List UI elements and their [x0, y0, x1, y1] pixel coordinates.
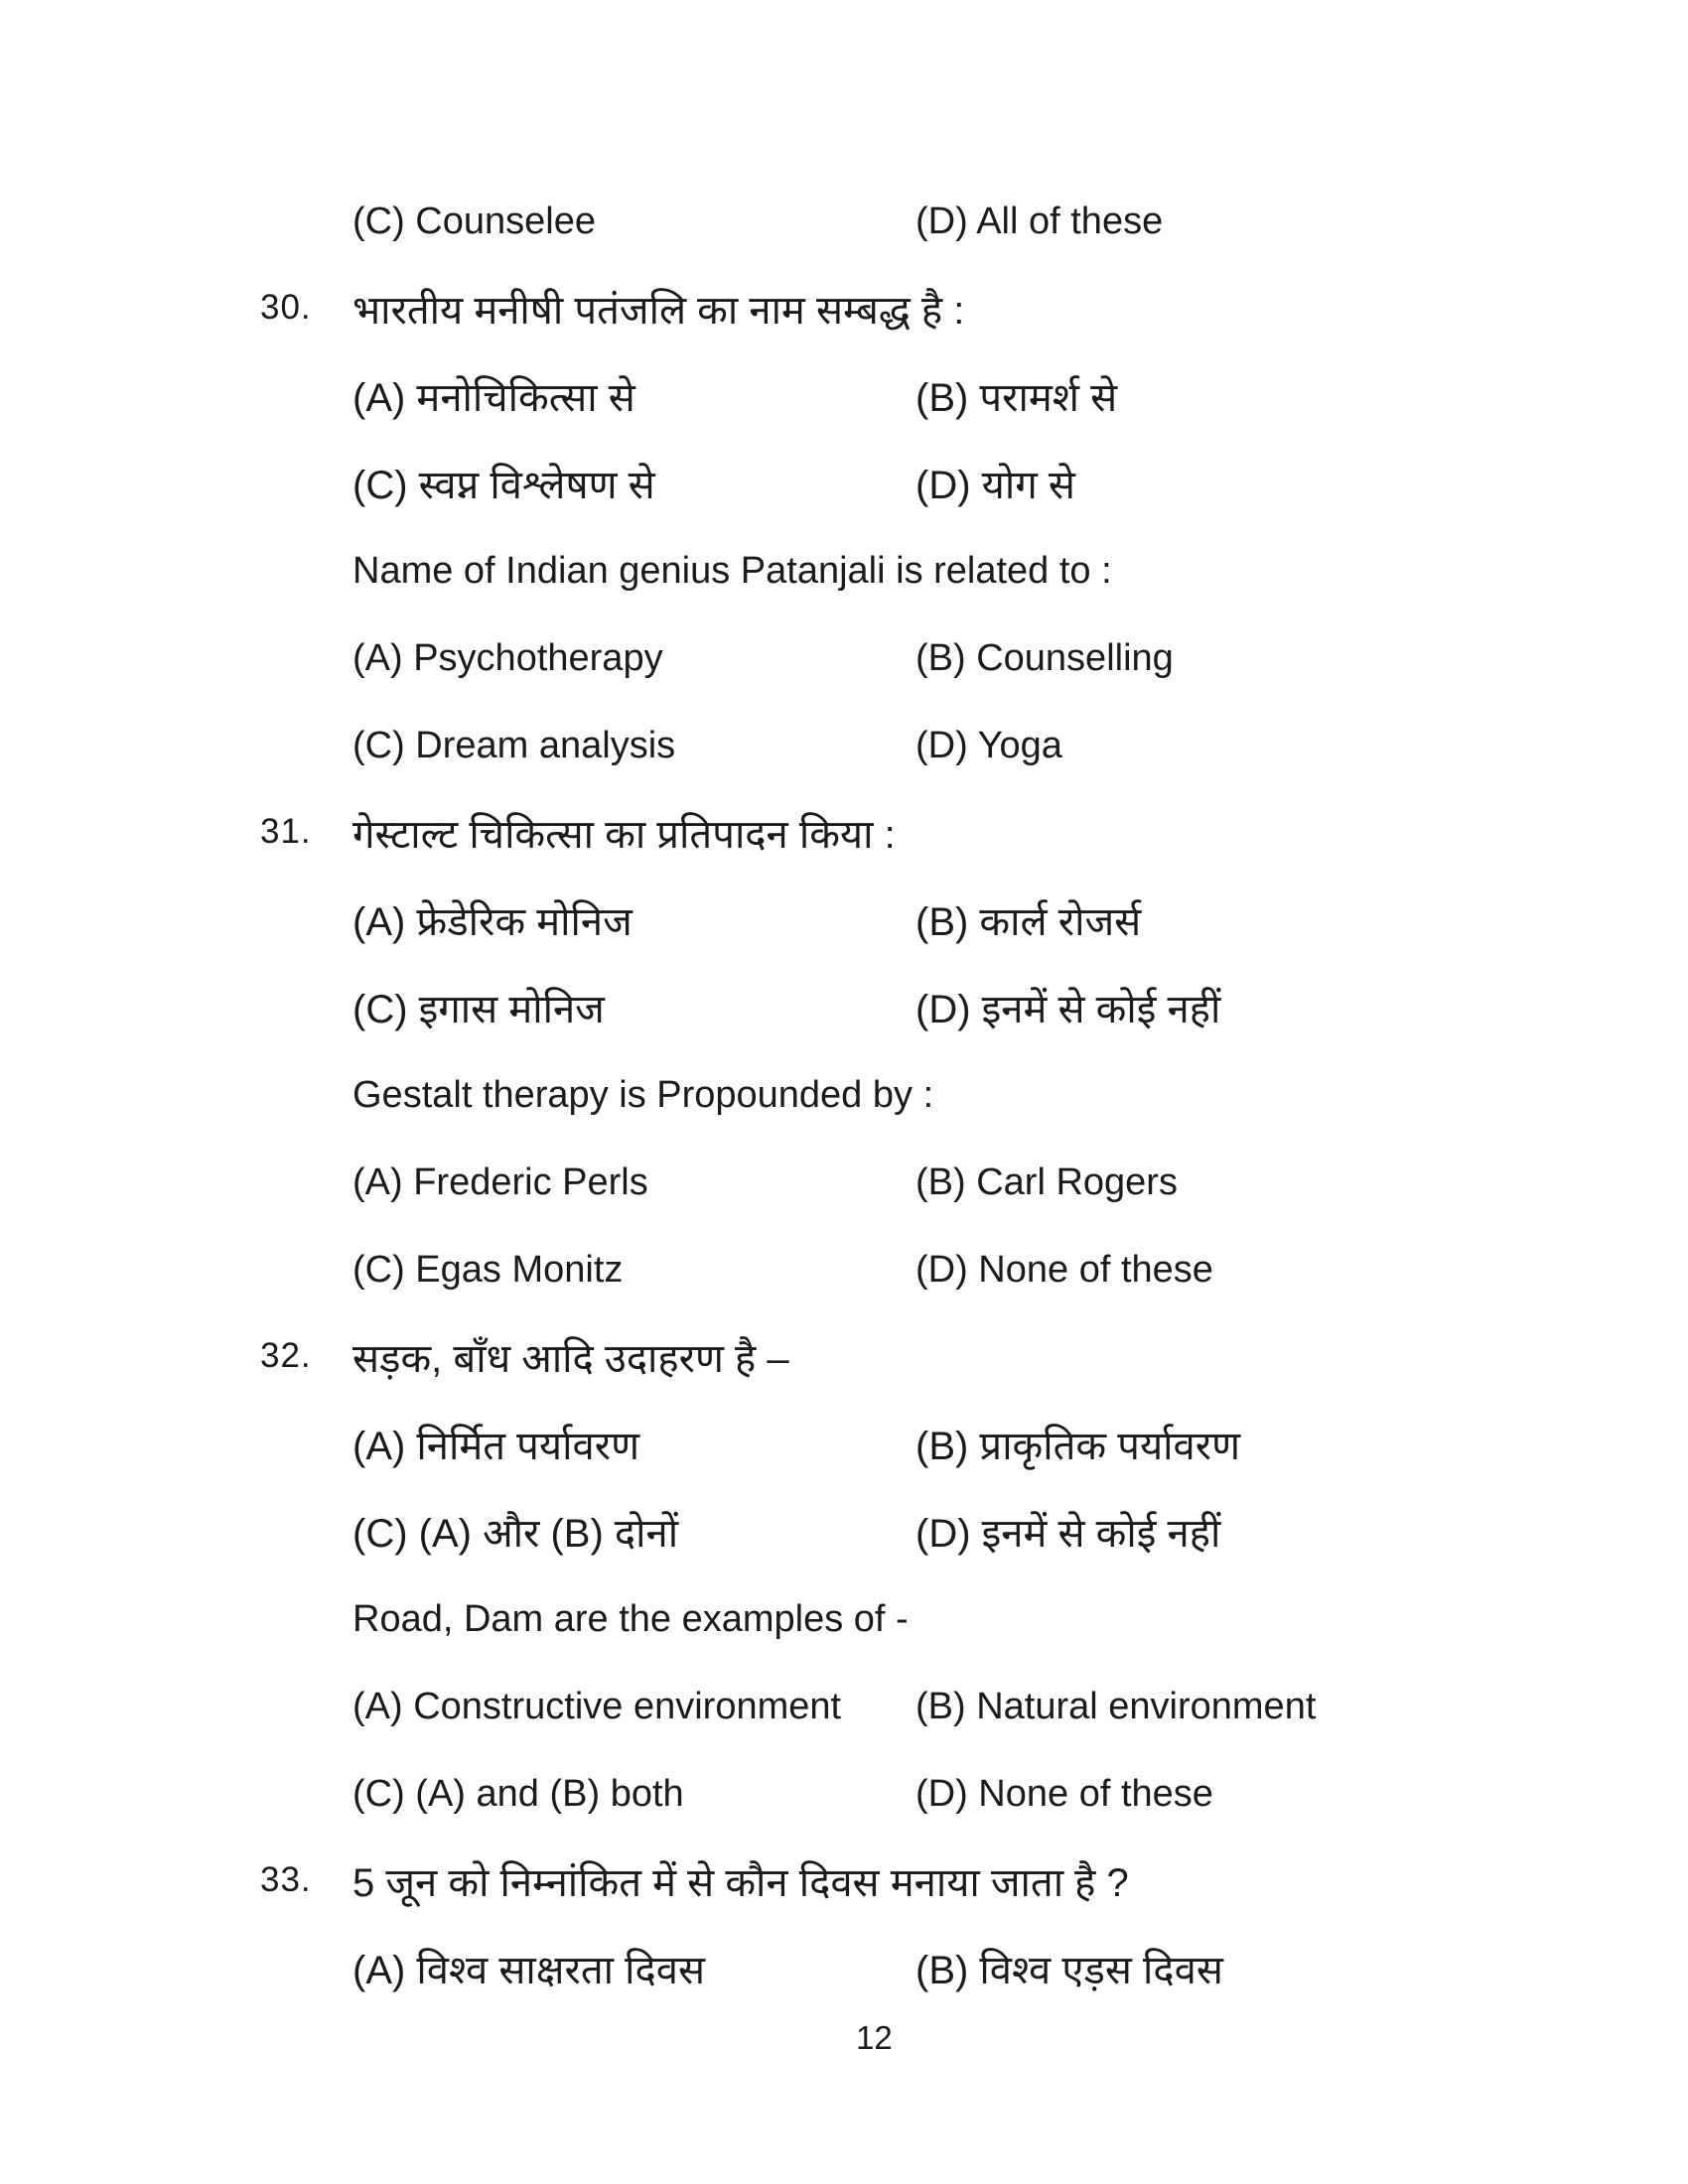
carryover-option-c: (C) Counselee [352, 201, 596, 242]
question-31-english-options-cd [0, 1247, 1688, 1334]
option-b: (B) Natural environment [915, 1686, 1317, 1727]
question-number: 33. [260, 1860, 312, 1899]
question-30-english-row [0, 548, 1688, 635]
question-30-hindi-options-cd [0, 461, 1688, 548]
question-30-hindi-row [0, 286, 1688, 373]
option-b: (B) विश्व एड़स दिवस [915, 1949, 1223, 1992]
option-a: (A) निर्मित पर्यावरण [352, 1425, 639, 1468]
option-a: (A) Psychotherapy [352, 637, 663, 679]
option-a: (A) फ्रेडेरिक मोनिज [352, 900, 633, 944]
option-a: (A) विश्व साक्षरता दिवस [352, 1949, 705, 1992]
option-d: (D) इनमें से कोई नहीं [915, 988, 1221, 1031]
question-text-english: Gestalt therapy is Propounded by : [352, 1074, 934, 1116]
question-text-hindi: 5 जून को निम्नांकित में से कौन दिवस मनाया जाता है ? [352, 1861, 1129, 1905]
question-text-english: Name of Indian genius Patanjali is related to : [352, 550, 1112, 592]
question-31-hindi-options-cd [0, 985, 1688, 1072]
question-text-english: Road, Dam are the examples of - [352, 1598, 909, 1640]
question-text-hindi: सड़क, बाँध आदि उदाहरण है – [352, 1337, 789, 1381]
question-text-hindi: गेस्टाल्ट चिकित्सा का प्रतिपादन किया : [352, 813, 896, 857]
option-a: (A) Frederic Perls [352, 1161, 648, 1203]
question-32-english-options-ab [0, 1684, 1688, 1771]
option-a: (A) मनोचिकित्सा से [352, 376, 635, 420]
option-a: (A) Constructive environment [352, 1686, 842, 1727]
page-number: 12 [856, 2019, 893, 2056]
option-c: (C) स्वप्न विश्लेषण से [352, 464, 655, 507]
question-text-hindi: भारतीय मनीषी पतंजलि का नाम सम्बद्ध है : [352, 289, 965, 333]
question-32-english-options-cd [0, 1771, 1688, 1858]
option-d: (D) इनमें से कोई नहीं [915, 1512, 1221, 1556]
option-d: (D) योग से [915, 464, 1075, 507]
question-31-hindi-options-ab [0, 897, 1688, 985]
carryover-option-d: (D) All of these [915, 201, 1164, 242]
question-32-hindi-row [0, 1334, 1688, 1422]
question-32-english-row [0, 1596, 1688, 1684]
option-d: (D) None of these [915, 1773, 1213, 1815]
question-30-english-options-cd [0, 723, 1688, 810]
option-c: (C) (A) और (B) दोनों [352, 1512, 679, 1556]
question-33-hindi-row [0, 1858, 1688, 1946]
option-b: (B) Counselling [915, 637, 1174, 679]
option-b: (B) Carl Rogers [915, 1161, 1178, 1203]
option-c: (C) Egas Monitz [352, 1249, 624, 1291]
question-number: 30. [260, 288, 312, 327]
option-c: (C) Dream analysis [352, 725, 676, 766]
question-30-hindi-options-ab [0, 373, 1688, 461]
carryover-options-row [0, 199, 1688, 286]
question-30-english-options-ab [0, 635, 1688, 723]
question-32-hindi-options-cd [0, 1509, 1688, 1596]
option-b: (B) कार्ल रोजर्स [915, 900, 1142, 944]
option-b: (B) परामर्श से [915, 376, 1118, 420]
option-d: (D) None of these [915, 1249, 1213, 1291]
option-c: (C) (A) and (B) both [352, 1773, 684, 1815]
question-31-hindi-row [0, 810, 1688, 897]
question-number: 31. [260, 812, 312, 851]
option-b: (B) प्राकृतिक पर्यावरण [915, 1425, 1241, 1468]
option-c: (C) इगास मोनिज [352, 988, 605, 1031]
question-32-hindi-options-ab [0, 1422, 1688, 1509]
page-content [0, 199, 1688, 2033]
question-31-english-options-ab [0, 1160, 1688, 1247]
option-d: (D) Yoga [915, 725, 1062, 766]
question-31-english-row [0, 1072, 1688, 1160]
question-number: 32. [260, 1336, 312, 1375]
question-33-hindi-options-ab [0, 1946, 1688, 2033]
